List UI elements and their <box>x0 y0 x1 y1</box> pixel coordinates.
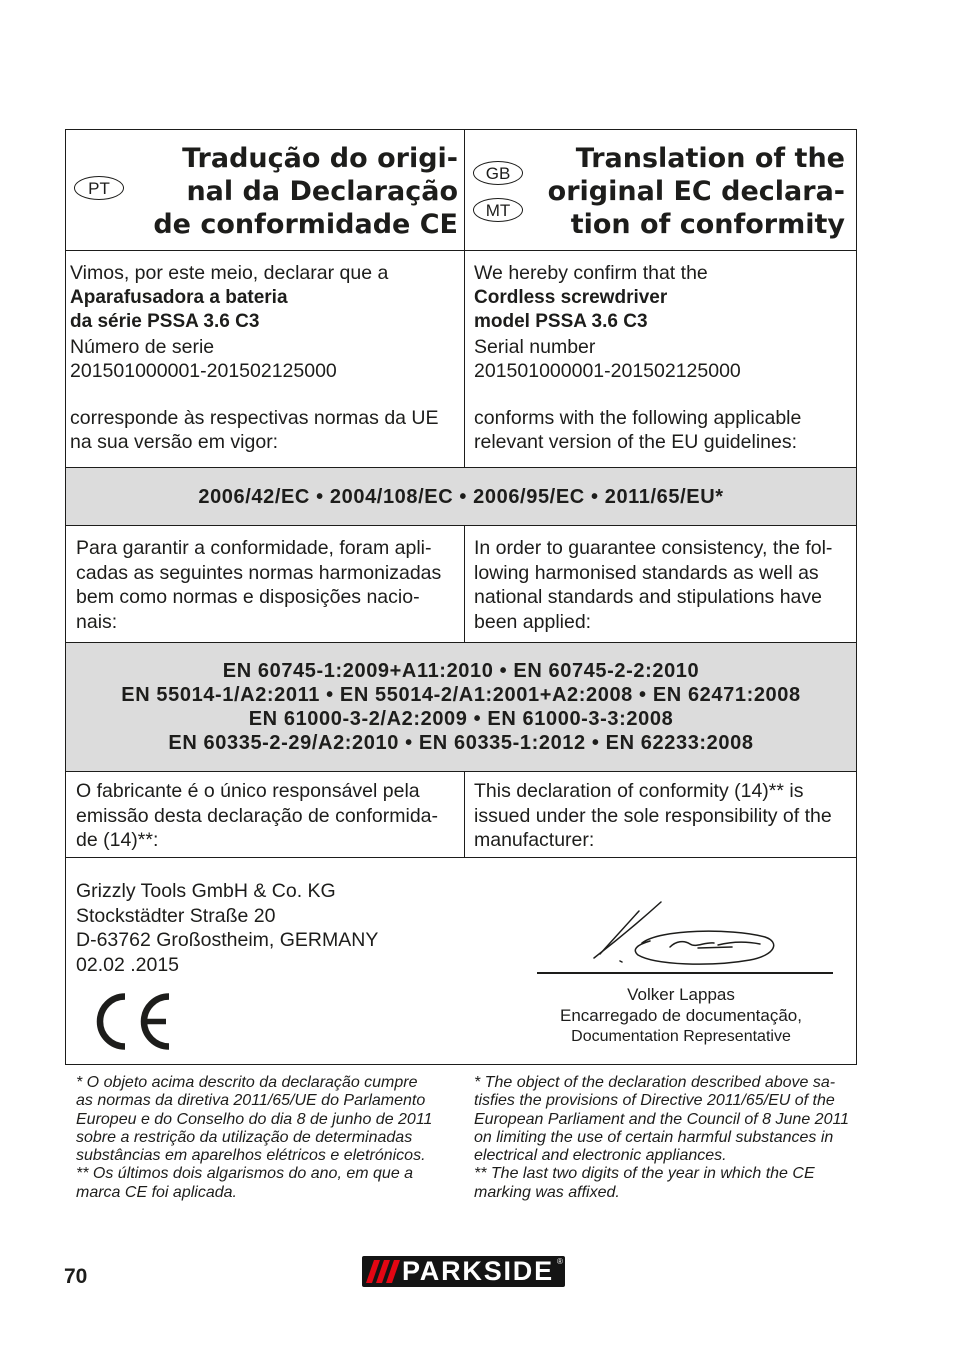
directives-block <box>66 468 856 525</box>
signature-line <box>537 972 833 974</box>
address-line: Stockstädter Straße 20 <box>76 904 276 927</box>
standards-line: EN 60335-2-29/A2:2010 • EN 60335-1:2012 • EN 62233:2008 <box>168 732 754 754</box>
title-line: original EC declara- <box>547 176 845 207</box>
footnote-line: sobre a restrição da utilização de determinadas <box>76 1128 413 1146</box>
footnote-line: tisfies the provisions of Directive 2011/65/EU of the <box>474 1092 835 1110</box>
title-line: nal da Declaração <box>186 176 458 207</box>
serial-range: 201501000001-201502125000 <box>70 360 337 382</box>
header-cell-en <box>464 130 856 250</box>
conformity-line: na sua versão em vigor: <box>70 431 279 453</box>
brand-name: PARKSIDE <box>402 1256 554 1286</box>
title-line: Tradução do origi- <box>182 143 458 174</box>
standards-intro-line: nais: <box>76 610 118 633</box>
responsibility-line: issued under the sole responsibility of the <box>474 804 832 827</box>
standards-intro-line: Para garantir a conformidade, foram apli- <box>76 537 432 559</box>
page-number: 70 <box>64 1265 88 1288</box>
directives-line: 2006/42/EC • 2004/108/EC • 2006/95/EC • 2011/65/EU* <box>198 485 724 508</box>
issue-date: 02.02 .2015 <box>76 953 180 976</box>
title-line: tion of conformity <box>570 209 845 240</box>
signatory-title: Documentation Representative <box>571 1028 791 1045</box>
footnote-line: electrical and electronic appliances. <box>474 1147 727 1165</box>
standards-line: EN 55014-1/A2:2011 • EN 55014-2/A1:2001+A2:2008 • EN 62471:2008 <box>121 684 801 706</box>
footnote-line: as normas da diretiva 2011/65/UE do Parlamento <box>76 1092 426 1110</box>
standards-line: EN 61000-3-2/A2:2009 • EN 61000-3-3:2008 <box>248 708 674 730</box>
standards-block <box>66 643 856 771</box>
footnote-line: * The object of the declaration described above sa- <box>474 1074 836 1091</box>
manufacturer-address <box>76 879 378 977</box>
responsibility-line: emissão desta declaração de conformida- <box>76 804 439 827</box>
footnote-line: ** Os últimos dois algarismos do ano, em que a <box>76 1165 414 1183</box>
registered-mark: ® <box>557 1257 563 1266</box>
product-row <box>66 250 856 467</box>
ce-mark-icon <box>95 990 172 1053</box>
address-line: Grizzly Tools GmbH & Co. KG <box>76 880 336 902</box>
title-line: de conformidade CE <box>153 209 458 240</box>
title-pt <box>66 130 464 241</box>
address-line: D-63762 Großostheim, GERMANY <box>76 929 379 951</box>
standards-intro-cell-pt <box>66 526 464 642</box>
language-badge-label: GB <box>485 163 511 183</box>
serial-range: 201501000001-201502125000 <box>474 360 741 382</box>
signatory-title: Encarregado de documentação, <box>560 1006 802 1025</box>
title-en <box>465 130 856 241</box>
signatory-block <box>537 984 825 1047</box>
footnotes-pt <box>76 1074 461 1202</box>
conformity-line: relevant version of the EU guidelines: <box>474 431 798 453</box>
footnote-line: Europeu e do Conselho do dia 8 de junho de 2011 <box>76 1110 433 1128</box>
signatory-name: Volker Lappas <box>627 985 735 1004</box>
standards-intro-line: cadas as seguintes normas harmonizadas <box>76 561 442 584</box>
product-name-line: Aparafusadora a bateria <box>70 286 288 308</box>
brand-stripes-icon <box>362 1256 406 1287</box>
declaration-table <box>65 129 857 1065</box>
responsibility-line: O fabricante é o único responsável pela <box>76 780 420 802</box>
responsibility-row <box>66 771 856 857</box>
parkside-logo <box>362 1256 565 1287</box>
responsibility-line: de (14)**: <box>76 829 159 851</box>
product-name-line: da série PSSA 3.6 C3 <box>70 311 260 332</box>
standards-row <box>66 642 856 771</box>
product-cell-en <box>464 251 856 467</box>
footnote-line: marca CE foi aplicada. <box>76 1183 237 1201</box>
header-row <box>66 130 856 250</box>
responsibility-cell-en <box>464 772 856 857</box>
product-intro: We hereby confirm that the <box>474 262 708 284</box>
language-badge-label: PT <box>88 178 110 198</box>
standards-intro-cell-en <box>464 526 856 642</box>
language-badge-pt <box>74 176 124 200</box>
language-badge-mt <box>473 198 523 222</box>
standards-line: EN 60745-1:2009+A11:2010 • EN 60745-2-2:2010 <box>222 660 700 682</box>
footnote-line: substâncias em aparelhos elétricos e eletrónicos. <box>76 1147 426 1165</box>
footnote-line: * O objeto acima descrito da declaração cumpre <box>76 1074 418 1091</box>
language-badge-gb <box>473 161 523 185</box>
product-intro: Vimos, por este meio, declarar que a <box>70 262 389 284</box>
conformity-statement <box>70 406 464 455</box>
product-name-line: model PSSA 3.6 C3 <box>474 311 648 332</box>
standards-intro-line: national standards and stipulations have <box>474 586 822 608</box>
handwritten-signature <box>580 895 800 970</box>
standards-intro-line: In order to guarantee consistency, the fol- <box>474 537 833 559</box>
product-cell-pt <box>66 251 464 467</box>
standards-intro-row <box>66 525 856 642</box>
language-badge-label: MT <box>485 200 511 220</box>
footnote-line: marking was affixed. <box>474 1183 620 1201</box>
responsibility-line: This declaration of conformity (14)** is <box>474 780 804 802</box>
footnote-line: ** The last two digits of the year in which the CE <box>474 1165 815 1183</box>
serial-label: Número de serie <box>70 335 215 358</box>
responsibility-cell-pt <box>66 772 464 857</box>
standards-intro-line: lowing harmonised standards as well as <box>474 561 819 584</box>
conformity-line: corresponde às respectivas normas da UE <box>70 406 439 429</box>
standards-intro-line: bem como normas e disposições nacio- <box>76 586 420 608</box>
signature-row <box>66 857 856 1064</box>
header-cell-pt <box>66 130 464 250</box>
footnotes-en <box>474 1074 854 1202</box>
product-name-line: Cordless screwdriver <box>474 286 668 308</box>
title-line: Translation of the <box>575 143 845 174</box>
responsibility-line: manufacturer: <box>474 829 595 851</box>
conformity-line: conforms with the following applicable <box>474 406 802 429</box>
directives-row <box>66 467 856 525</box>
footnote-line: on limiting the use of certain harmful substances in <box>474 1128 834 1146</box>
standards-intro-line: been applied: <box>474 610 592 633</box>
serial-label: Serial number <box>474 335 596 358</box>
conformity-statement <box>474 406 856 455</box>
footnote-line: European Parliament and the Council of 8 June 2011 <box>474 1110 850 1128</box>
